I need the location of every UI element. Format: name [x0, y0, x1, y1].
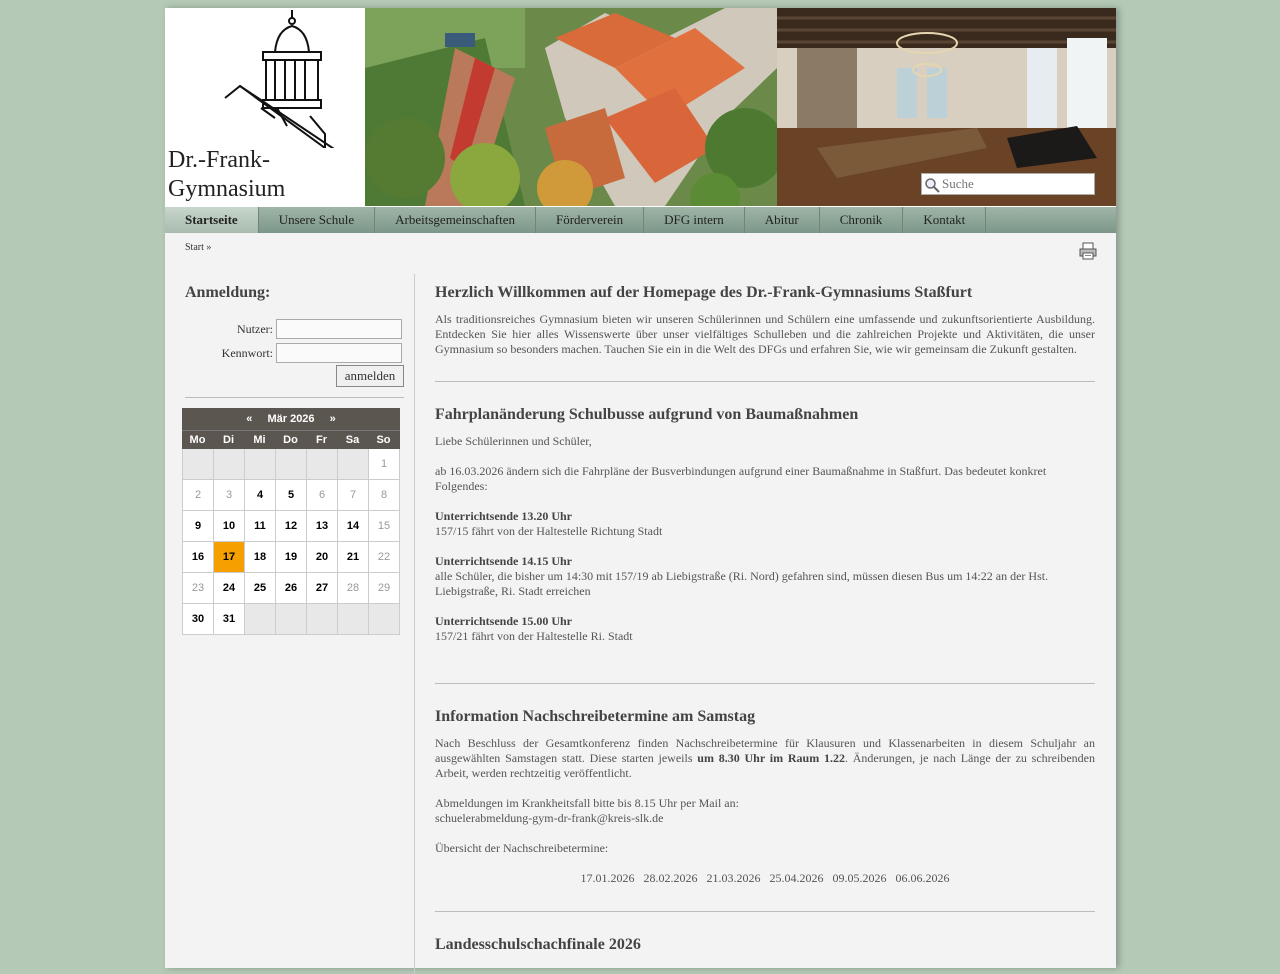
school-logo[interactable]: [165, 8, 365, 206]
calendar-day[interactable]: 16: [183, 542, 214, 573]
password-label: Kennwort:: [221, 346, 273, 360]
calendar-grid: [182, 449, 400, 635]
article-bus: [435, 406, 1095, 644]
article-title[interactable]: Herzlich Willkommen auf der Homepage des Dr.-Frank-Gymnasiums Staßfurt: [435, 284, 973, 301]
weekday: Mi: [253, 434, 266, 446]
search-input[interactable]: [942, 174, 1092, 194]
page: [165, 8, 1116, 968]
calendar-month: Mär 2026: [267, 413, 315, 425]
article-title[interactable]: Information Nachschreibetermine am Samstag: [435, 708, 756, 725]
calendar-day[interactable]: 18: [245, 542, 276, 573]
weekday: So: [376, 434, 391, 446]
calendar-empty-cell: [338, 604, 369, 635]
article-text: 157/15 fährt von der Haltestelle Richtung Stadt: [435, 524, 663, 538]
calendar-day-today[interactable]: 17: [214, 542, 245, 573]
calendar-day: 2: [183, 480, 214, 511]
logo-line2: Gymnasium: [168, 176, 286, 202]
email-address[interactable]: schuelerabmeldung-gym-dr-frank@kreis-slk.de: [435, 811, 664, 825]
calendar-day[interactable]: 9: [183, 511, 214, 542]
calendar-day[interactable]: 20: [307, 542, 338, 573]
calendar-empty-cell: [183, 449, 214, 480]
article-text: 157/21 fährt von der Haltestelle Ri. Stadt: [435, 629, 633, 643]
print-icon[interactable]: [1079, 242, 1097, 260]
date-item: 06.06.2026: [895, 871, 950, 885]
nav-item-kontakt[interactable]: Kontakt: [903, 207, 986, 233]
calendar-empty-cell: [276, 449, 307, 480]
calendar-day: 1: [369, 449, 400, 480]
article-text: . Änderungen, je nach Länge der zu schreibenden Arbeit, werden rechtzeitig veröffentlicht.: [435, 751, 1095, 780]
calendar-day[interactable]: 4: [245, 480, 276, 511]
nav-item-startseite[interactable]: Startseite: [165, 207, 259, 233]
calendar-day[interactable]: 21: [338, 542, 369, 573]
calendar-empty-cell: [276, 604, 307, 635]
article-text: [435, 796, 1095, 826]
calendar-day[interactable]: 11: [245, 511, 276, 542]
article-text: Nach Beschluss der Gesamtkonferenz finden Nachschreibetermine für Klausuren und Klassenarbeiten in diesem Schuljahr an ausgewählten Samstagen statt. Diese starten jeweils: [435, 736, 1095, 765]
calendar-day[interactable]: 12: [276, 511, 307, 542]
calendar-empty-cell: [307, 449, 338, 480]
weekday: Do: [283, 434, 298, 446]
article-text: ab 16.03.2026 ändern sich die Fahrpläne der Busverbindungen aufgrund einer Baumaßnahme in Staßfurt. Das bedeutet konkret Folgendes:: [435, 464, 1047, 493]
login-button[interactable]: anmelden: [336, 365, 404, 387]
article-text: [435, 736, 1095, 781]
divider: [185, 397, 404, 398]
nav-item-arbeitsgemeinschaften[interactable]: Arbeitsgemeinschaften: [375, 207, 536, 233]
article-subheading: Unterrichtsende 14.15 Uhr: [435, 554, 572, 568]
weekday: Sa: [345, 434, 360, 446]
calendar-day[interactable]: 5: [276, 480, 307, 511]
article-text: Übersicht der Nachschreibetermine:: [435, 841, 609, 855]
article-schach: [435, 936, 1095, 954]
nav-item-abitur[interactable]: Abitur: [745, 207, 820, 233]
search-icon: [924, 177, 940, 193]
calendar-day[interactable]: 10: [214, 511, 245, 542]
calendar-day[interactable]: 26: [276, 573, 307, 604]
user-input[interactable]: [276, 319, 402, 339]
dates-list: [435, 871, 1095, 886]
breadcrumb[interactable]: Start »: [185, 242, 212, 253]
calendar-day[interactable]: 31: [214, 604, 245, 635]
article-text: alle Schüler, die bisher um 14:30 mit 157/19 ab Liebigstraße (Ri. Nord) gefahren sind, müssen diesen Bus um 14:22 an der Hst. Liebigstraße, Ri. Stadt erreichen: [435, 569, 1049, 598]
calendar-day: 7: [338, 480, 369, 511]
date-item: 21.03.2026: [706, 871, 761, 885]
calendar-day: 23: [183, 573, 214, 604]
calendar-day[interactable]: 27: [307, 573, 338, 604]
article-welcome: [435, 284, 1095, 357]
article-text: [435, 614, 1095, 644]
calendar-day[interactable]: 13: [307, 511, 338, 542]
article-bold-text: um 8.30 Uhr im Raum 1.22: [697, 751, 845, 765]
divider: [435, 381, 1095, 382]
calendar-day[interactable]: 14: [338, 511, 369, 542]
calendar-day[interactable]: 30: [183, 604, 214, 635]
calendar-day: 29: [369, 573, 400, 604]
school-aerial-photo: [365, 8, 777, 206]
logo-line1: Dr.-Frank-: [168, 147, 270, 173]
calendar-day[interactable]: 19: [276, 542, 307, 573]
article-text: Abmeldungen im Krankheitsfall bitte bis 8.15 Uhr per Mail an:: [435, 796, 739, 810]
calendar-day: 6: [307, 480, 338, 511]
date-item: 17.01.2026: [580, 871, 635, 885]
tower-logo-icon: [165, 8, 365, 148]
calendar-day: 22: [369, 542, 400, 573]
calendar-day[interactable]: 24: [214, 573, 245, 604]
nav-item-chronik[interactable]: Chronik: [820, 207, 904, 233]
calendar-day[interactable]: 25: [245, 573, 276, 604]
logo-text: [168, 146, 285, 204]
divider: [435, 683, 1095, 684]
calendar-day: 28: [338, 573, 369, 604]
login-title: Anmeldung:: [185, 284, 271, 301]
calendar-day: 15: [369, 511, 400, 542]
calendar-prev-button[interactable]: «: [246, 413, 253, 425]
nav-item-foerderverein[interactable]: Förderverein: [536, 207, 644, 233]
calendar-weekdays: [182, 430, 400, 449]
article-text: Als traditionsreiches Gymnasium bieten wir unseren Schülerinnen und Schülern eine umfassende und zukunftsorientierte Ausbildung. Entdecken Sie hier alles Wissenswerte über unser vielfältiges Schulleben und die zahlreichen Projekte und Aktivitäten, die unser Gymnasium so besonders machen. Tauchen Sie ein in die Welt des DFGs und erfahren Sie, wie wir gemeinsam die Zukunft gestalten.: [435, 312, 1095, 356]
article-nachschreibetermine: [435, 708, 1095, 886]
weekday: Fr: [316, 434, 327, 446]
calendar-empty-cell: [245, 604, 276, 635]
weekday: Mo: [189, 434, 206, 446]
calendar-next-button[interactable]: »: [329, 413, 336, 425]
password-input[interactable]: [276, 343, 402, 363]
date-item: 25.04.2026: [769, 871, 824, 885]
user-label: Nutzer:: [237, 322, 273, 336]
date-item: 28.02.2026: [643, 871, 698, 885]
calendar-empty-cell: [369, 604, 400, 635]
article-text: [435, 509, 1095, 539]
calendar-header: [182, 408, 400, 430]
article-title[interactable]: Fahrplanänderung Schulbusse aufgrund von Baumaßnahmen: [435, 406, 859, 423]
weekday: Di: [223, 434, 234, 446]
article-subheading: Unterrichtsende 15.00 Uhr: [435, 614, 572, 628]
article-subheading: Unterrichtsende 13.20 Uhr: [435, 509, 572, 523]
divider: [435, 911, 1095, 912]
calendar-empty-cell: [307, 604, 338, 635]
calendar-empty-cell: [338, 449, 369, 480]
nav-item-dfg-intern[interactable]: DFG intern: [644, 207, 745, 233]
search-box[interactable]: [921, 173, 1095, 195]
article-text: Liebe Schülerinnen und Schüler,: [435, 434, 592, 448]
article-title[interactable]: Landesschulschachfinale 2026: [435, 936, 641, 953]
main-navigation: [165, 206, 1116, 233]
article-text: [435, 554, 1095, 599]
calendar-empty-cell: [245, 449, 276, 480]
calendar-day: 3: [214, 480, 245, 511]
nav-item-unsere-schule[interactable]: Unsere Schule: [259, 207, 375, 233]
calendar: [182, 408, 400, 635]
left-sidebar: [165, 274, 415, 974]
calendar-day: 8: [369, 480, 400, 511]
date-item: 09.05.2026: [832, 871, 887, 885]
main-content: [435, 274, 1095, 964]
header: [165, 8, 1116, 206]
calendar-empty-cell: [214, 449, 245, 480]
